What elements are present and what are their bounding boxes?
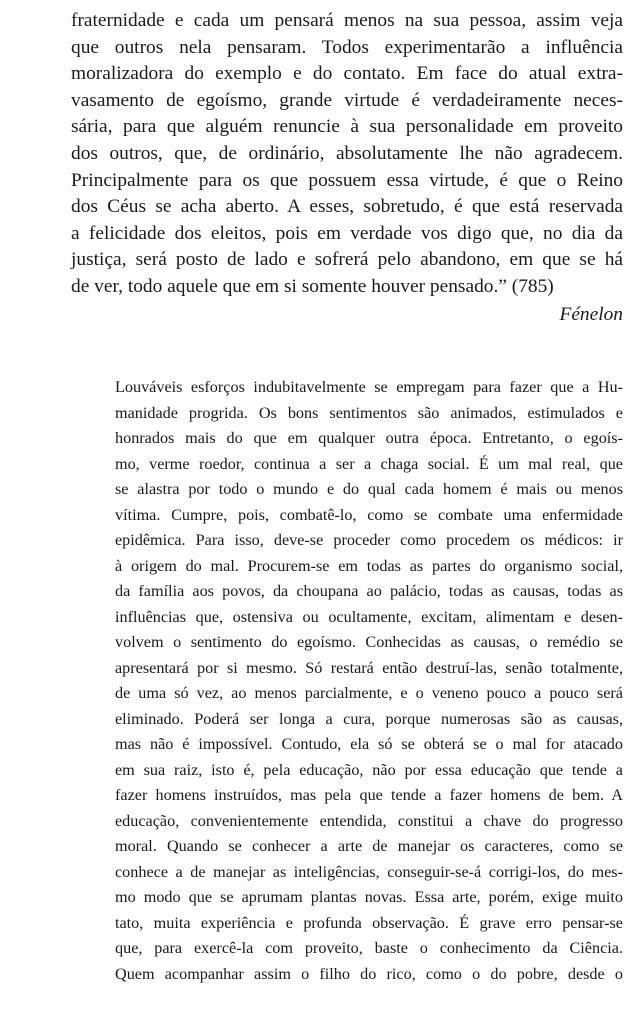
body-paragraph (115, 375, 623, 987)
quote-line: sária, para que alguém renuncie à sua personalidade em proveito (71, 116, 623, 138)
body-line: epidêmica. Para isso, deve-se proceder como procedem os médicos: ir (115, 531, 623, 549)
body-line: eliminado. Poderá ser longa a cura, porque numerosas são as causas, (115, 709, 623, 728)
body-line: tato, muita experiência e profunda observação. É grave erro pensar-se (115, 913, 623, 932)
quote-line: de ver, todo aquele que em si somente houver pensado.” (785) (71, 275, 554, 297)
body-line: fazer homens instruídos, mas pela que tende a fazer homens de bem. A (115, 786, 623, 804)
body-line: em sua raiz, isto é, pela educação, não por essa educação que tende a (115, 760, 623, 779)
body-line: Louváveis esforços indubitavelmente se empregam para fazer que a Hu- (115, 378, 623, 396)
body-line: de uma só vez, ao menos parcialmente, e o veneno pouco a pouco será (115, 684, 623, 702)
body-line: à origem do mal. Procurem-se em todas as partes do organismo social, (115, 556, 623, 575)
quote-line: dos Céus se acha aberto. A esses, sobretudo, é que está reservada (71, 196, 623, 218)
quote-line: Principalmente para os que possuem essa virtude, é que o Reino (71, 169, 623, 191)
body-line: mas não é impossível. Contudo, ela só se obterá se o mal for atacado (115, 735, 623, 753)
body-line: vítima. Cumpre, pois, combatê-lo, como se combate uma enfermidade (115, 505, 623, 524)
quote-line: que outros nela pensaram. Todos experimentarão a influência (71, 36, 623, 58)
body-line: se alastra por todo o mundo e do qual cada homem é mais ou menos (115, 480, 623, 498)
quote-signature: Fénelon (559, 303, 623, 325)
quote-line: dos outros, que, de ordinário, absolutamente lhe não agradecem. (71, 142, 623, 164)
body-line: honrados mais do que em qualquer outra época. Entretanto, o egoís- (115, 429, 623, 447)
body-line: educação, convenientemente entendida, constitui a chave do progresso (115, 811, 623, 830)
body-line: que, para exercê-la com proveito, baste o conhecimento da Ciência. (115, 939, 623, 957)
body-line: manidade progrida. Os bons sentimentos são animados, estimulados e (115, 403, 623, 422)
quote-line: justiça, será posto de lado e sofrerá pelo abandono, em que se há (71, 249, 623, 271)
body-line: conhece a de manejar as inteligências, conseguir-se-á corrigi-los, do mes- (115, 862, 623, 881)
body-line: influências que, ostensiva ou ocultamente, excitam, alimentam e desen- (115, 607, 623, 626)
quote-passage (71, 8, 623, 328)
body-line: Quem acompanhar assim o filho do rico, como o do pobre, desde o (115, 964, 623, 983)
quote-line: a felicidade dos eleitos, pois em verdade vos digo que, no dia da (71, 222, 623, 244)
body-line: da família aos povos, da choupana ao palácio, todas as causas, todas as (115, 582, 623, 600)
quote-line: moralizadora do exemplo e do contato. Em face do atual extra- (71, 63, 623, 85)
body-line: volvem o sentimento do egoísmo. Conhecidas as causas, o remédio se (115, 633, 623, 651)
body-line: moral. Quando se conhecer a arte de manejar os caracteres, como se (115, 837, 623, 855)
body-line: mo modo que se aprumam plantas novas. Essa arte, porém, exige muito (115, 888, 623, 906)
body-line: apresentará por si mesmo. Só restará então destruí-las, senão totalmente, (115, 658, 623, 677)
quote-line: vasamento de egoísmo, grande virtude é verdadeiramente neces- (71, 89, 623, 111)
quote-line: fraternidade e cada um pensará menos na sua pessoa, assim veja (71, 10, 623, 31)
body-line: mo, verme roedor, continua a ser a chaga social. É um mal real, que (115, 454, 623, 473)
